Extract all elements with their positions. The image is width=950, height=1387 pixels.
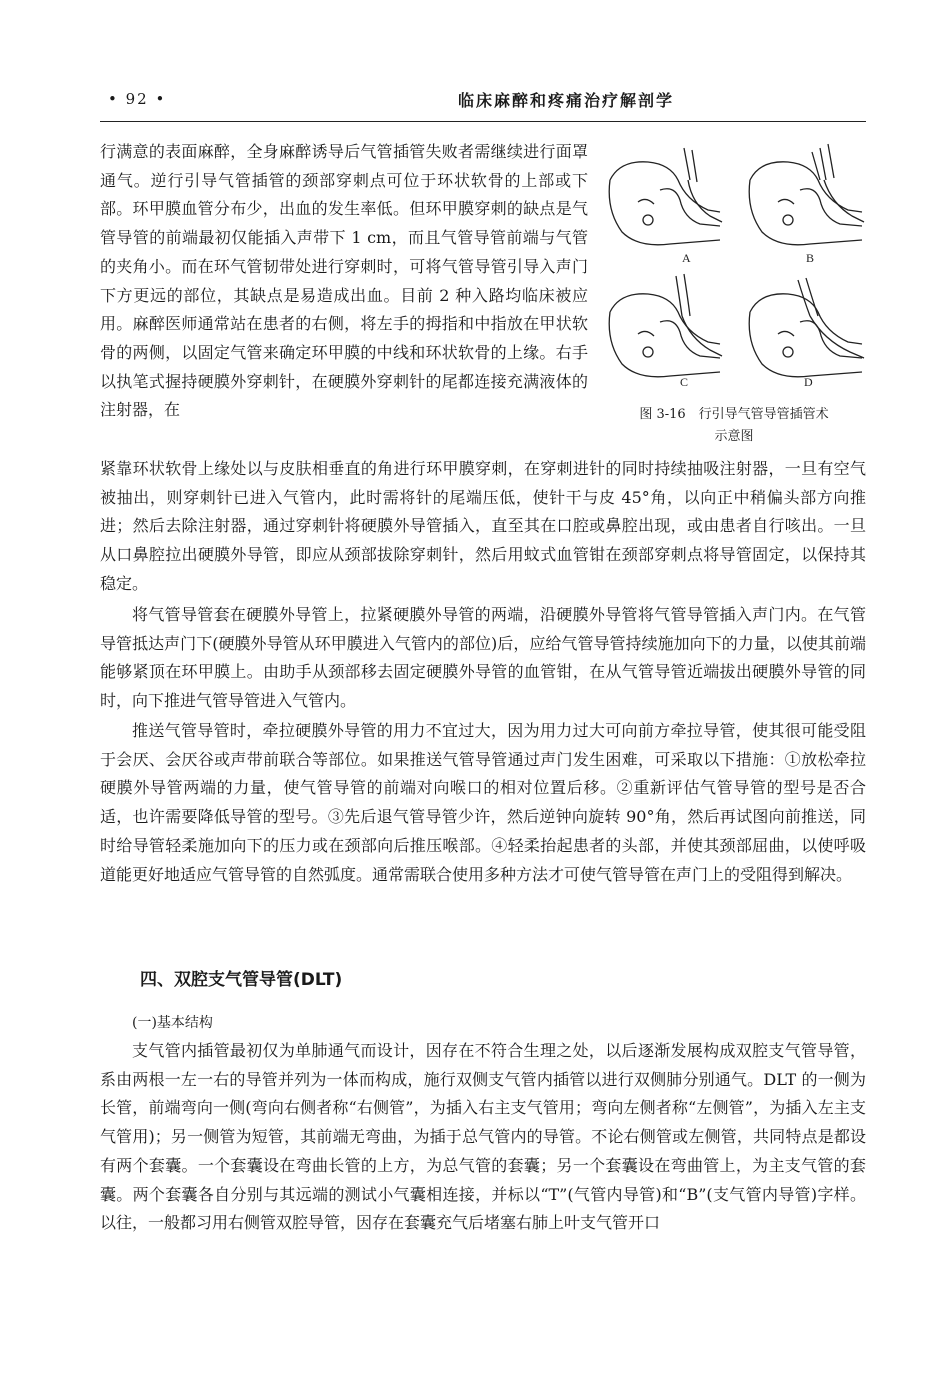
header-rule (100, 121, 866, 122)
paragraph-1: 行满意的表面麻醉，全身麻醉诱导后气管插管失败者需继续进行面罩通气。逆行引导气管插管的颈部穿刺点可位于环状软骨的上部或下部。环甲膜血管分布少，出血的发生率低。但环甲膜穿刺的缺点是气管导管的前端最初仅能插入声带下 1 cm，而且气管导管前端与气管的夹角小。而在环气管韧带处进行穿刺时，可将气管导管引导入声门下方更远的部位，其缺点是易造成出血。目前 2 种入路均临床被应用。麻醉医师通常站在患者的右侧，将左手的拇指和中指放在甲状软骨的两侧，以固定气管来确定环甲膜的中线和环状软骨的上缘。右手以执笔式握持硬膜外穿刺针，在硬膜外穿刺针的尾都连接充满液体的注射器，在 (100, 142, 588, 420)
section-heading: 四、双腔支气管导管(DLT) (140, 970, 343, 990)
panel-label-d: D (804, 375, 813, 389)
figure-caption-line-1: 图 3-16 行引导气管导管插管术 (639, 407, 829, 422)
paragraph-3: 推送气管导管时，牵拉硬膜外导管的用力不宜过大，因为用力过大可向前方牵拉导管，使其很可能受阻于会厌、会厌谷或声带前联合等部位。如果推送气管导管通过声门发生困难，可采取以下措施：①放松牵拉硬膜外导管两端的力量，使气管导管的前端对向喉口的相对位置后移。②重新评估气管导管的型号是否合适，也许需要降低导管的型号。③先后退气管导管少许，然后逆钟向旋转 90°角，然后再试图向前推送，同时给导管轻柔施加向下的压力或在颈部向后推压喉部。④轻柔抬起患者的头部，并使其颈部屈曲，以使呼吸道能更好地适应气管导管的自然弧度。通常需联合使用多种方法才可使气管导管在声门上的受阻得到解决。 (100, 721, 866, 884)
paragraph-2: 将气管导管套在硬膜外导管上，拉紧硬膜外导管的两端，沿硬膜外导管将气管导管插入声门内。在气管导管抵达声门下(硬膜外导管从环甲膜进入气管内的部位)后，应给气管导管持续施加向下的力量，以使其前端能够紧顶在环甲膜上。由助手从颈部移去固定硬膜外导管的血管钳，在从气管导管近端拔出硬膜外导管的同时，向下推进气管导管进入气管内。 (100, 605, 866, 711)
paragraph-1-continued: 紧靠环状软骨上缘处以与皮肤相垂直的角进行环甲膜穿刺，在穿刺进针的同时持续抽吸注射器，一旦有空气被抽出，则穿刺针已进入气管内，此时需将针的尾端压低，使针干与皮 45°角，以向正中稍偏头部方向推进；然后去除注射器，通过穿刺针将硬膜外导管插入，直至其在口腔或鼻腔出现，或由患者自行咳出。一旦从口鼻腔拉出硬膜外导管，即应从颈部拔除穿刺针，然后用蚊式血管钳在颈部穿刺点将导管固定，以保持其稳定。 (100, 459, 866, 593)
panel-label-b: B (806, 251, 815, 265)
subsection-heading: (一)基本结构 (132, 1015, 213, 1031)
intubation-diagram (600, 140, 868, 390)
paragraph-4: 支气管内插管最初仅为单肺通气而设计，因存在不符合生理之处，以后逐渐发展构成双腔支气管导管，系由两根一左一右的导管并列为一体而构成，施行双侧支气管内插管以进行双侧肺分别通气。DLT 的一侧为长管，前端弯向一侧(弯向右侧者称“右侧管”，为插入右主支气管用；弯向左侧者称“左侧管”，为插入左主支气管用)；另一侧管为短管，其前端无弯曲，为插于总气管内的导管。不论右侧管或左侧管，共同特点是都设有两个套囊。一个套囊设在弯曲长管的上方，为总气管的套囊；另一个套囊设在弯曲管上，为主支气管的套囊。两个套囊各自分别与其远端的测试小气囊相连接，并标以“T”(气管内导管)和“B”(支气管内导管)字样。以往，一般都习用右侧管双腔导管，因存在套囊充气后堵塞右肺上叶支气管开口 (100, 1041, 866, 1233)
page-number: • 92 • (108, 90, 167, 108)
panel-c-drawing (609, 274, 722, 377)
panel-label-c: C (680, 375, 689, 389)
panel-d-drawing (749, 278, 864, 377)
figure-3-16 (600, 140, 868, 458)
panel-a-drawing (609, 148, 722, 245)
figure-caption-line-2: 示意图 (714, 429, 754, 444)
figure-caption (600, 404, 868, 448)
panel-label-a: A (682, 251, 691, 265)
page-header (100, 88, 866, 118)
panel-b-drawing (749, 144, 864, 245)
running-title: 临床麻醉和疼痛治疗解剖学 (458, 91, 675, 110)
